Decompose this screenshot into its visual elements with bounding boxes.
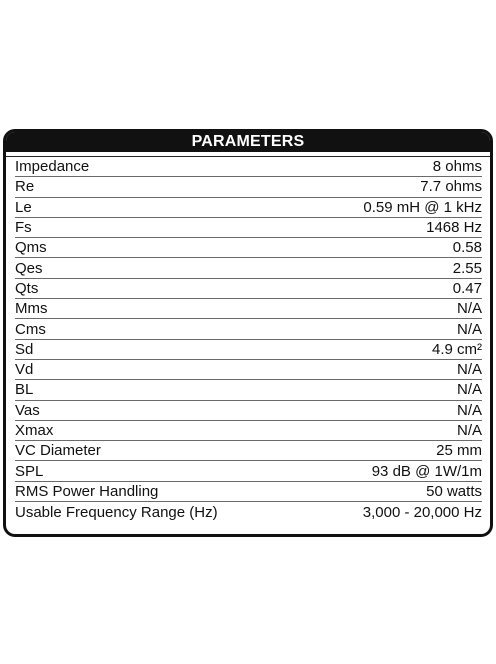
parameter-label: Xmax (15, 422, 54, 439)
parameter-value: 1468 Hz (426, 219, 482, 237)
parameter-label: Le (15, 198, 32, 216)
table-row (15, 177, 482, 197)
parameter-value: 0.47 (452, 279, 482, 297)
parameter-label: Cms (15, 320, 46, 338)
parameter-label: Re (15, 178, 35, 196)
table-row (15, 258, 482, 278)
parameter-value: N/A (456, 300, 482, 318)
parameters-header: PARAMETERS (6, 132, 490, 152)
table-row (15, 441, 482, 461)
table-row (15, 482, 482, 502)
table-row (15, 157, 482, 177)
parameter-value: N/A (456, 401, 482, 419)
table-row (15, 319, 482, 339)
parameter-value: 2.55 (452, 259, 482, 277)
parameter-label: BL (15, 381, 34, 399)
table-row (15, 461, 482, 481)
parameter-value: N/A (456, 320, 482, 338)
parameter-label: Vd (15, 361, 34, 379)
table-row (15, 502, 482, 522)
table-row (15, 299, 482, 319)
parameter-value: 0.59 mH @ 1 kHz (363, 198, 482, 216)
table-row (15, 401, 482, 421)
table-row (15, 421, 482, 441)
parameter-label: SPL (15, 462, 44, 480)
table-row (15, 198, 482, 218)
parameter-value: 0.58 (452, 239, 482, 257)
parameter-value: 7.7 ohms (420, 178, 482, 196)
parameter-label: Impedance (15, 158, 90, 176)
table-row (15, 218, 482, 238)
parameter-value: 50 watts (426, 482, 482, 500)
parameter-label: Usable Frequency Range (Hz) (15, 503, 218, 521)
parameter-label: Qes (15, 259, 43, 277)
parameters-table (3, 129, 493, 537)
parameter-label: Qms (15, 239, 47, 257)
table-row (15, 238, 482, 258)
parameter-value: 8 ohms (432, 158, 482, 176)
parameter-value: 93 dB @ 1W/1m (371, 462, 482, 480)
table-row (15, 360, 482, 380)
parameter-rows (6, 157, 490, 522)
parameter-value: N/A (456, 361, 482, 379)
parameter-label: Qts (15, 279, 39, 297)
parameter-label: RMS Power Handling (15, 482, 159, 500)
parameter-label: Sd (15, 340, 34, 358)
table-row (15, 340, 482, 360)
parameter-value: 4.9 cm² (431, 340, 482, 358)
parameter-value: N/A (456, 381, 482, 399)
parameter-value: 3,000 - 20,000 Hz (362, 503, 482, 521)
parameter-label: Mms (15, 300, 48, 318)
parameter-value: N/A (456, 422, 482, 439)
parameter-label: VC Diameter (15, 442, 101, 460)
table-row (15, 279, 482, 299)
parameter-label: Fs (15, 219, 32, 237)
parameter-value: 25 mm (436, 442, 482, 460)
table-row (15, 380, 482, 400)
parameter-label: Vas (15, 401, 40, 419)
